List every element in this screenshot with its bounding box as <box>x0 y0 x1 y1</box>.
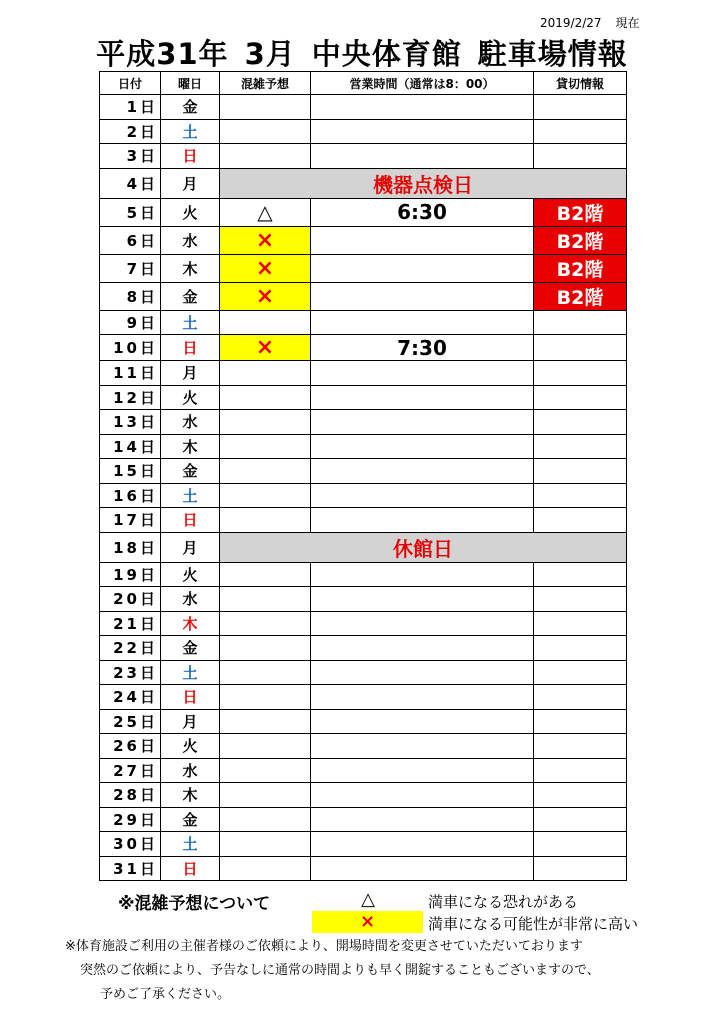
weekday-cell: 日 <box>161 685 220 710</box>
header-weekday: 曜日 <box>161 72 220 95</box>
weekday-cell: 月 <box>161 168 220 198</box>
date-cell: 28日 <box>100 783 161 808</box>
congestion-cell <box>220 385 311 410</box>
rental-cell <box>534 361 627 386</box>
weekday-cell: 日 <box>161 144 220 169</box>
date-cell: 10日 <box>100 335 161 361</box>
note-line-1: ※体育施設ご利用の主催者様のご依頼により、開場時間を変更させていただいております <box>65 939 583 954</box>
rental-cell <box>534 636 627 661</box>
rental-cell <box>534 144 627 169</box>
hours-cell <box>311 734 534 759</box>
weekday-cell: 日 <box>161 856 220 881</box>
table-row <box>100 335 627 361</box>
weekday-cell: 月 <box>161 709 220 734</box>
hours-cell <box>311 254 534 282</box>
congestion-cell <box>220 434 311 459</box>
date-cell: 22日 <box>100 636 161 661</box>
congestion-cell <box>220 611 311 636</box>
rental-cell <box>534 734 627 759</box>
hours-cell <box>311 832 534 857</box>
congestion-cell <box>220 636 311 661</box>
weekday-cell: 水 <box>161 226 220 254</box>
rental-cell <box>534 410 627 435</box>
date-cell: 24日 <box>100 685 161 710</box>
table-header-row <box>100 72 627 95</box>
date-cell: 4日 <box>100 168 161 198</box>
page-title <box>0 32 724 73</box>
table-row <box>100 562 627 587</box>
date-cell: 5日 <box>100 198 161 226</box>
hours-cell <box>311 483 534 508</box>
legend-title: ※混雑予想について <box>118 894 271 914</box>
date-cell: 25日 <box>100 709 161 734</box>
table-row <box>100 459 627 484</box>
rental-cell <box>534 660 627 685</box>
hours-cell <box>311 636 534 661</box>
hours-cell: 6:30 <box>311 198 534 226</box>
rental-cell <box>534 758 627 783</box>
date-cell: 14日 <box>100 434 161 459</box>
congestion-cell <box>220 119 311 144</box>
date-cell: 19日 <box>100 562 161 587</box>
header-congestion: 混雑予想 <box>220 72 311 95</box>
date-cell: 1日 <box>100 95 161 120</box>
hours-cell <box>311 685 534 710</box>
congestion-cell <box>220 660 311 685</box>
hours-cell <box>311 434 534 459</box>
hours-cell <box>311 361 534 386</box>
weekday-cell: 水 <box>161 758 220 783</box>
weekday-cell: 月 <box>161 532 220 562</box>
hours-cell <box>311 660 534 685</box>
table-row <box>100 807 627 832</box>
congestion-cell <box>220 459 311 484</box>
rental-cell <box>534 508 627 533</box>
weekday-cell: 木 <box>161 611 220 636</box>
weekday-cell: 火 <box>161 562 220 587</box>
date-cell: 3日 <box>100 144 161 169</box>
rental-cell <box>534 562 627 587</box>
table-row <box>100 198 627 226</box>
weekday-cell: 木 <box>161 254 220 282</box>
rental-cell <box>534 434 627 459</box>
as-of-date <box>540 14 654 31</box>
table-row <box>100 168 627 198</box>
rental-cell <box>534 832 627 857</box>
hours-cell <box>311 119 534 144</box>
table-row <box>100 611 627 636</box>
table-row <box>100 734 627 759</box>
rental-cell <box>534 587 627 612</box>
date-cell: 11日 <box>100 361 161 386</box>
congestion-cell <box>220 483 311 508</box>
header-rental: 貸切情報 <box>534 72 627 95</box>
date-cell: 6日 <box>100 226 161 254</box>
weekday-cell: 火 <box>161 385 220 410</box>
rental-cell <box>534 310 627 335</box>
date-cell: 15日 <box>100 459 161 484</box>
weekday-cell: 水 <box>161 587 220 612</box>
table-row <box>100 254 627 282</box>
congestion-cell: × <box>220 226 311 254</box>
rental-cell: B2階 <box>534 254 627 282</box>
weekday-cell: 火 <box>161 734 220 759</box>
hours-cell <box>311 144 534 169</box>
hours-cell <box>311 611 534 636</box>
rental-cell <box>534 856 627 881</box>
as-of-date-value: 2019/2/27 <box>540 16 602 30</box>
weekday-cell: 土 <box>161 119 220 144</box>
congestion-cell: × <box>220 335 311 361</box>
rental-cell: B2階 <box>534 226 627 254</box>
rental-cell <box>534 95 627 120</box>
weekday-cell: 金 <box>161 95 220 120</box>
rental-cell: B2階 <box>534 282 627 310</box>
table-row <box>100 95 627 120</box>
table-row <box>100 587 627 612</box>
weekday-cell: 金 <box>161 636 220 661</box>
congestion-cell <box>220 562 311 587</box>
congestion-cell <box>220 310 311 335</box>
hours-cell <box>311 758 534 783</box>
date-cell: 16日 <box>100 483 161 508</box>
note-line-3: 予めご了承ください。 <box>100 987 231 1002</box>
rental-cell <box>534 783 627 808</box>
rental-cell <box>534 483 627 508</box>
congestion-cell <box>220 783 311 808</box>
congestion-cell <box>220 807 311 832</box>
date-cell: 9日 <box>100 310 161 335</box>
table-row <box>100 660 627 685</box>
table-row <box>100 434 627 459</box>
weekday-cell: 金 <box>161 459 220 484</box>
schedule-body <box>100 95 627 881</box>
hours-cell <box>311 562 534 587</box>
rental-cell <box>534 335 627 361</box>
weekday-cell: 金 <box>161 807 220 832</box>
table-row <box>100 282 627 310</box>
weekday-cell: 土 <box>161 660 220 685</box>
hours-cell <box>311 459 534 484</box>
note-line-2: 突然のご依頼により、予告なしに通常の時間よりも早く開錠することもございますので、 <box>80 963 600 978</box>
weekday-cell: 日 <box>161 508 220 533</box>
rental-cell <box>534 807 627 832</box>
date-cell: 27日 <box>100 758 161 783</box>
table-row <box>100 832 627 857</box>
legend-cross-icon: × <box>312 911 423 933</box>
legend-triangle-icon: △ <box>361 889 375 910</box>
table-row <box>100 685 627 710</box>
table-row <box>100 508 627 533</box>
hours-cell <box>311 508 534 533</box>
weekday-cell: 火 <box>161 198 220 226</box>
table-row <box>100 226 627 254</box>
rental-cell <box>534 611 627 636</box>
congestion-cell <box>220 587 311 612</box>
hours-cell <box>311 807 534 832</box>
hours-cell <box>311 587 534 612</box>
congestion-cell <box>220 144 311 169</box>
rental-cell <box>534 459 627 484</box>
table-row <box>100 385 627 410</box>
title-subject: 駐車場情報 <box>477 37 628 71</box>
table-row <box>100 361 627 386</box>
weekday-cell: 土 <box>161 483 220 508</box>
weekday-cell: 月 <box>161 361 220 386</box>
date-cell: 20日 <box>100 587 161 612</box>
hours-cell <box>311 856 534 881</box>
congestion-cell: × <box>220 282 311 310</box>
table-row <box>100 483 627 508</box>
weekday-cell: 木 <box>161 434 220 459</box>
hours-cell <box>311 310 534 335</box>
table-row <box>100 709 627 734</box>
weekday-cell: 金 <box>161 282 220 310</box>
congestion-cell <box>220 685 311 710</box>
congestion-cell <box>220 832 311 857</box>
table-row <box>100 758 627 783</box>
hours-cell <box>311 709 534 734</box>
table-row <box>100 410 627 435</box>
as-of-label: 現在 <box>615 16 640 30</box>
rental-cell: B2階 <box>534 198 627 226</box>
hours-cell <box>311 282 534 310</box>
date-cell: 29日 <box>100 807 161 832</box>
congestion-cell <box>220 758 311 783</box>
hours-cell <box>311 385 534 410</box>
table-row <box>100 144 627 169</box>
rental-cell <box>534 709 627 734</box>
closed-notice-cell: 休館日 <box>220 532 627 562</box>
congestion-cell <box>220 95 311 120</box>
title-facility: 中央体育館 <box>311 37 462 71</box>
title-month: 3月 <box>244 37 296 71</box>
legend-cross-text: 満車になる可能性が非常に高い <box>428 915 639 933</box>
date-cell: 23日 <box>100 660 161 685</box>
date-cell: 17日 <box>100 508 161 533</box>
table-row <box>100 310 627 335</box>
hours-cell: 7:30 <box>311 335 534 361</box>
congestion-cell: △ <box>220 198 311 226</box>
legend-triangle-text: 満車になる恐れがある <box>428 893 579 911</box>
date-cell: 7日 <box>100 254 161 282</box>
date-cell: 2日 <box>100 119 161 144</box>
congestion-cell <box>220 410 311 435</box>
weekday-cell: 水 <box>161 410 220 435</box>
date-cell: 13日 <box>100 410 161 435</box>
weekday-cell: 土 <box>161 310 220 335</box>
date-cell: 21日 <box>100 611 161 636</box>
closed-notice-cell: 機器点検日 <box>220 168 627 198</box>
date-cell: 8日 <box>100 282 161 310</box>
congestion-cell: × <box>220 254 311 282</box>
congestion-cell <box>220 709 311 734</box>
weekday-cell: 日 <box>161 335 220 361</box>
rental-cell <box>534 119 627 144</box>
date-cell: 12日 <box>100 385 161 410</box>
header-hours: 営業時間（通常は8：00） <box>311 72 534 95</box>
title-era: 平成31年 <box>96 37 229 71</box>
date-cell: 31日 <box>100 856 161 881</box>
rental-cell <box>534 685 627 710</box>
congestion-cell <box>220 856 311 881</box>
weekday-cell: 木 <box>161 783 220 808</box>
hours-cell <box>311 95 534 120</box>
weekday-cell: 土 <box>161 832 220 857</box>
hours-cell <box>311 226 534 254</box>
date-cell: 30日 <box>100 832 161 857</box>
date-cell: 26日 <box>100 734 161 759</box>
table-row <box>100 636 627 661</box>
table-row <box>100 119 627 144</box>
congestion-cell <box>220 734 311 759</box>
table-row <box>100 532 627 562</box>
rental-cell <box>534 385 627 410</box>
hours-cell <box>311 783 534 808</box>
table-row <box>100 856 627 881</box>
header-date: 日付 <box>100 72 161 95</box>
hours-cell <box>311 410 534 435</box>
parking-schedule-table <box>99 71 627 881</box>
congestion-cell <box>220 508 311 533</box>
congestion-cell <box>220 361 311 386</box>
date-cell: 18日 <box>100 532 161 562</box>
table-row <box>100 783 627 808</box>
